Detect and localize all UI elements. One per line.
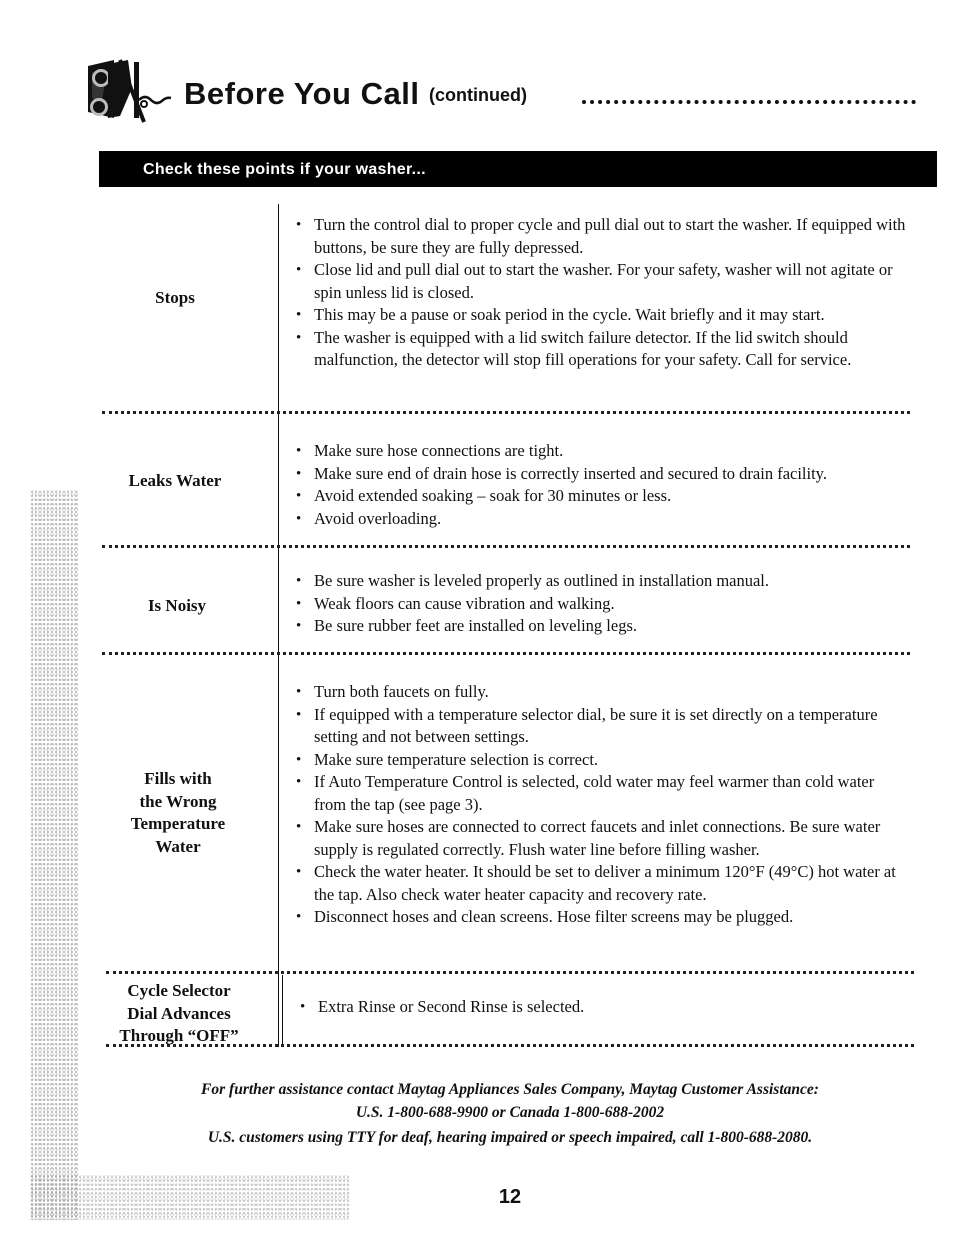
assistance-tty-text: U.S. customers using TTY for deaf, hearing impaired or speech impaired, call 1-800-688-2080. — [207, 1129, 813, 1146]
title-leader-dots — [582, 100, 916, 104]
list-item: • Weak floors can cause vibration and walking. — [294, 593, 908, 616]
problem-label-line: the Wrong — [139, 791, 217, 811]
problem-label-wrong-temperature — [100, 768, 256, 858]
list-item: • Check the water heater. It should be set to deliver a minimum 120°F (49°C) hot water at the tap. Also check water heater capacity and recovery rate. — [294, 861, 908, 906]
list-item: • Avoid overloading. — [294, 508, 908, 531]
row-separator — [106, 971, 914, 974]
scan-speckle-bottom — [30, 1175, 350, 1220]
problem-label-line: Temperature — [130, 814, 226, 833]
list-item: • If Auto Temperature Control is selected, cold water may feel warmer than cold water from the tap (see page 3). — [294, 771, 908, 816]
problem-label-line: Through “OFF” — [119, 1026, 239, 1045]
page-title-continued: (continued) — [429, 85, 527, 105]
page-number: 12 — [498, 1186, 522, 1208]
row-separator — [106, 1044, 914, 1047]
problem-label-line: Dial Advances — [127, 1003, 231, 1023]
scan-speckle-margin — [30, 490, 78, 1220]
list-item: • Close lid and pull dial out to start the washer. For your safety, washer will not agitate or spin unless lid is closed. — [294, 259, 908, 304]
list-item: • Turn both faucets on fully. — [294, 681, 908, 704]
section-banner — [99, 151, 937, 187]
solutions-list-cycle-selector — [298, 996, 912, 1019]
list-item: • Make sure temperature selection is correct. — [294, 749, 908, 772]
list-item: • Make sure hoses are connected to correct faucets and inlet connections. Be sure water supply is regulated correctly. Flush water line before filling washer. — [294, 816, 908, 861]
row-separator — [102, 652, 910, 655]
problem-label-leaks-water: Leaks Water — [128, 471, 222, 490]
problem-label-line: Fills with — [144, 769, 212, 788]
list-item: • If equipped with a temperature selector dial, be sure it is set directly on a temperature setting and not between settings. — [294, 704, 908, 749]
row-separator — [102, 411, 910, 414]
row-separator — [102, 545, 910, 548]
problem-label-cycle-selector — [104, 980, 254, 1048]
washer-troubleshoot-icon — [84, 58, 176, 124]
list-item: • Extra Rinse or Second Rinse is selected. — [298, 996, 912, 1019]
list-item: • Be sure washer is leveled properly as outlined in installation manual. — [294, 570, 908, 593]
problem-label-line: Water — [155, 836, 201, 856]
banner-text: Check these points if your washer... — [143, 161, 426, 178]
list-item: • Make sure end of drain hose is correctly inserted and secured to drain facility. — [294, 463, 908, 486]
problem-label-is-noisy: Is Noisy — [147, 596, 207, 615]
list-item: • This may be a pause or soak period in the cycle. Wait briefly and it may start. — [294, 304, 908, 327]
solutions-list-is-noisy — [294, 570, 908, 638]
page-header — [84, 58, 920, 128]
list-item: • Be sure rubber feet are installed on leveling legs. — [294, 615, 908, 638]
list-item: • Avoid extended soaking – soak for 30 minutes or less. — [294, 485, 908, 508]
solutions-list-stops — [294, 214, 908, 372]
list-item: • Disconnect hoses and clean screens. Hose filter screens may be plugged. — [294, 906, 908, 929]
problem-label-stops: Stops — [155, 288, 195, 307]
solutions-list-leaks-water — [294, 440, 908, 530]
page-title: Before You Call — [184, 76, 420, 111]
assistance-contact-text: For further assistance contact Maytag Appliances Sales Company, Maytag Customer Assistance: — [201, 1081, 819, 1098]
solutions-list-wrong-temperature — [294, 681, 908, 929]
list-item: • The washer is equipped with a lid switch failure detector. If the lid switch should malfunction, the detector will stop fill operations for your safety. Call for service. — [294, 327, 908, 372]
column-divider-lower — [282, 975, 283, 1047]
assistance-phone-numbers: U.S. 1-800-688-9900 or Canada 1-800-688-2002 — [355, 1104, 665, 1121]
column-divider — [278, 204, 279, 1047]
list-item: • Make sure hose connections are tight. — [294, 440, 908, 463]
list-item: • Turn the control dial to proper cycle and pull dial out to start the washer. If equipped with buttons, be sure they are fully depressed. — [294, 214, 908, 259]
problem-label-line: Cycle Selector — [127, 981, 231, 1000]
